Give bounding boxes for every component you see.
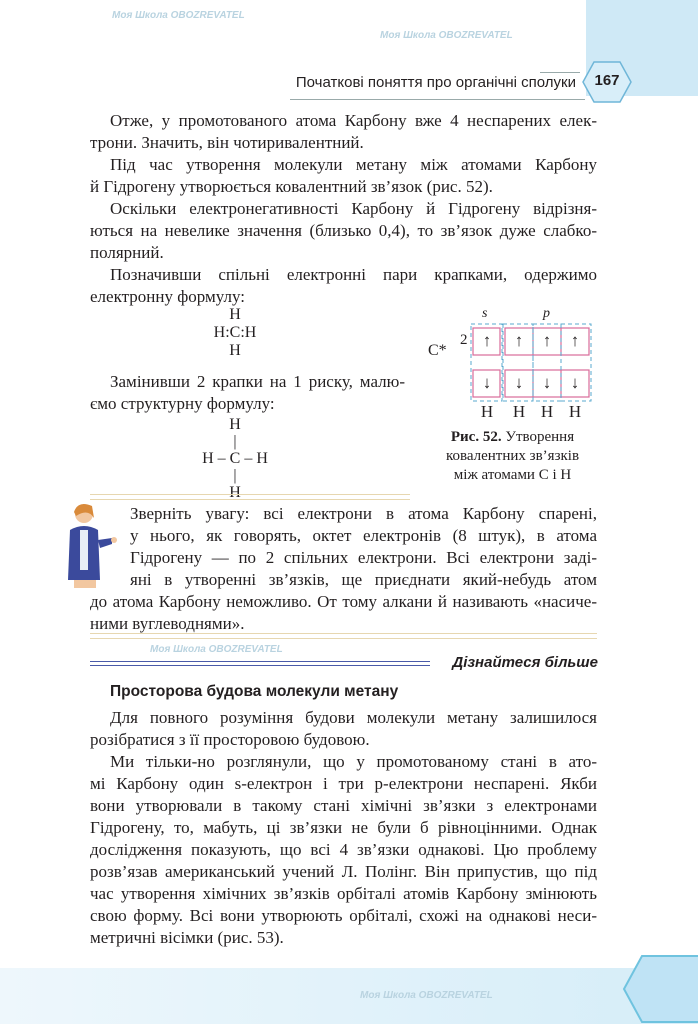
text-line: у нього, як говорять, октет електронів (8 штук), в атома [130,526,597,545]
atom-label: C* [428,342,447,359]
note-rule-top [90,494,410,500]
text-line: Під час утворення молекули метану між атомами Карбону [110,155,597,174]
text-line: дослідження показують, що всі 4 зв’язки однакові. Цю проблему [90,840,597,859]
section-heading: Просторова будова молекули метану [110,683,399,700]
s-label: s [482,306,488,321]
text-line: вони утворювали в такому стані хімічні зв’язки з електронами [90,796,597,815]
text-line: Отже, у промотованого атома Карбону вже 4 неспарених елек- [110,111,597,130]
hydrogen-label: H [568,402,582,421]
text-line: Гідрогену — по 2 спільних електрони. Всі електрони заді- [130,548,597,567]
text-line: Гідрогену, то, мабуть, ці зв’язки не були б рівноцінними. Однак [90,818,597,837]
level-label: 2 [460,332,468,348]
section-rule [90,661,430,666]
text-line: до атома Карбону неможливо. От тому алкани й називають «насиче- [90,592,597,611]
spin-down-arrow: ↓ [570,373,580,392]
spin-down-arrow: ↓ [482,373,492,392]
figure-52-orbital-diagram [420,300,610,426]
formula-hch: H:C:H [213,324,257,341]
chapter-title: Початкові поняття про органічні сполуки [295,74,576,91]
caption-text: ковалентних зв’язків [445,448,580,464]
text-line: Замінивши 2 крапки на 1 риску, малю- [110,372,405,391]
note-text [90,503,597,635]
text-line: ними вуглеводнями». [90,614,245,633]
bond: | [233,433,237,450]
hydrogen-label: H [512,402,526,421]
text-line: й Гідрогену утворюється ковалентний зв’язок (рис. 52). [90,177,493,196]
text-line: полярний. [90,243,164,262]
hydrogen-label: H [480,402,494,421]
electron-formula [205,306,265,360]
caption-label: Рис. 52. [450,429,502,445]
watermark: Моя Школа OBOZREVATEL [112,10,245,21]
spin-up-arrow: ↑ [542,331,552,350]
p-label: p [543,306,550,321]
text-line: ємо структурну формулу: [90,394,275,413]
caption-text: Утворення [505,429,575,445]
header-rule [290,99,585,100]
header-rule [540,72,580,73]
spin-down-arrow: ↓ [514,373,524,392]
watermark: Моя Школа OBOZREVATEL [360,990,493,1001]
text-line: трони. Значить, він чотиривалентний. [90,133,364,152]
formula-h: H [229,306,241,323]
hydrogen-label: H [540,402,554,421]
text-line: електронну формулу: [90,287,245,306]
text-line: Ми тільки-но розглянули, що у промотованому стані в ато- [110,752,597,771]
spin-up-arrow: ↑ [514,331,524,350]
text-line: метричні вісімки (рис. 53). [90,928,284,947]
text-line: розв’язав американський учений Л. Полінг. Він припустив, що під [90,862,597,881]
spin-up-arrow: ↑ [570,331,580,350]
note-rule-bottom [90,633,597,639]
formula-h: H [229,416,241,433]
text-line: Позначивши спільні електронні пари крапками, одержимо [110,265,597,284]
text-line: ються на невелике значення (близько 0,4), то зв’язок дуже слабко- [90,221,597,240]
text-line: яні в утворенні зв’язків, ще приєднати який-небудь атом [130,570,597,589]
body-text-2 [90,707,597,949]
formula-hch: H – C – H [202,450,268,467]
formula-h: H [229,342,241,359]
text-line: свою форму. Всі вони утворюють орбіталі, схожі на однакові неси- [90,906,597,925]
struct-paragraph [90,371,405,415]
text-line: Зверніть увагу: всі електрони в атома Карбону спарені, [130,504,597,523]
text-line: розібратися з її просторовою будовою. [90,730,370,749]
body-text [90,110,597,308]
corner-hexagon [622,952,698,1024]
spin-up-arrow: ↑ [482,331,492,350]
figure-caption [425,428,600,485]
spin-down-arrow: ↓ [542,373,552,392]
structural-formula [190,416,280,501]
watermark: Моя Школа OBOZREVATEL [150,644,283,655]
bottom-band [0,968,698,1024]
bond: | [233,467,237,484]
caption-text: між атомами С і Н [453,467,572,483]
text-line: Для повного розуміння будови молекули метану залишилося [110,708,597,727]
watermark: Моя Школа OBOZREVATEL [380,30,513,41]
text-line: Оскільки електронегативності Карбону й Гідрогену відрізня- [110,199,597,218]
text-line: час утворення хімічних зв’язків орбіталі атомів Карбону змінюють [90,884,597,903]
formula-h: H [229,484,241,501]
page-number: 167 [594,72,620,89]
learn-more-label: Дізнайтеся більше [452,654,598,671]
text-line: мі Карбону один s-електрон і три p-електрони неспарені. Якби [90,774,597,793]
